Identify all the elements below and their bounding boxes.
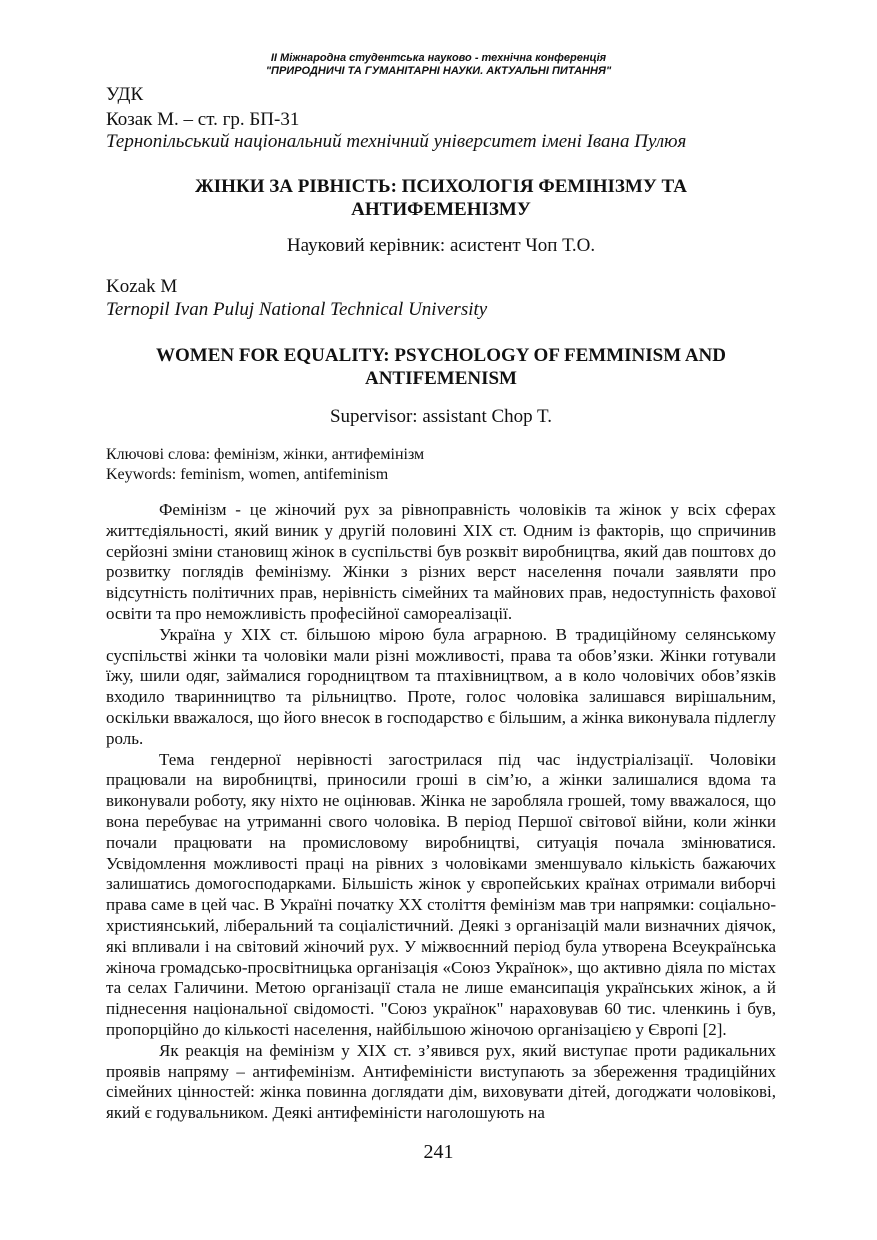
supervisor-ua: Науковий керівник: асистент Чоп Т.О. — [286, 235, 596, 256]
body-paragraph-2: Україна у XIX ст. більшою мірою була аграрною. В традиційному селянському суспільстві жінки та чоловіки мали різні можливості, права та обов’язки. Жінки готували їжу, шили одяг, займалися городництвом та птахівництвом, а в коло чоловічих обов’язків входило тваринництво та рільництво. Проте, голос чоловіка залишався вирішальним, оскільки вважалося, що його внесок в господарство є більшим, а жінка виконувала підлеглу роль. — [106, 624, 776, 748]
paper-title-ua-line-1: ЖІНКИ ЗА РІВНІСТЬ: ПСИХОЛОГІЯ ФЕМІНІЗМУ ТА — [195, 176, 687, 197]
body-paragraph-3: Тема гендерної нерівності загострилася під час індустріалізації. Чоловіки працювали на виробництві, приносили гроші в сім’ю, а жінки залишалися вдома та виконували роботу, яку ніхто не оцінював. Жінка не заробляла грошей, тому вважалося, що вона перебуває на утриманні свого чоловіка. В період Першої світової війни, коли жінки почали працювати на промисловому виробництві, ситуація почала змінюватися. Усвідомлення можливості праці на рівних з чоловіками зменшувало кількість бажаючих залишатись домогосподарками. Більшість жінок у європейських країнах отримали виборчі права саме в цей час. В Україні початку ХХ століття фемінізм мав три напрямки: соціально-християнський, ліберальний та соціалістичний. Деякі з організацій мали визначних діячок, які впливали і на світовий жіночий рух. У міжвоєнний період була утворена Всеукраїнська жіноча громадсько-просвітницька організація «Союз Українок», що активно діяла по містах та селах Галичини. Метою організації стала не лише емансипація українських жінок, а й піднесення національної свідомості. "Союз українок" нараховував 60 тис. членкинь і був, пропорційно до кількості населення, найбільшою жіночою організацією у Європі [2]. — [106, 749, 776, 1039]
paper-title-ua — [106, 175, 776, 221]
paper-title-en-line-1: WOMEN FOR EQUALITY: PSYCHOLOGY OF FEMMINISM AND — [155, 345, 727, 366]
body-text — [106, 500, 776, 1124]
author-en: Kozak M — [106, 276, 178, 297]
keywords-en: Keywords: feminism, women, antifeminism — [106, 466, 389, 483]
institution-en: Ternopil Ivan Puluj National Technical University — [106, 299, 488, 320]
conference-header-line-1: II Міжнародна студентська науково - технічна конференція — [270, 52, 607, 64]
supervisor-en: Supervisor: assistant Chop T. — [329, 406, 553, 427]
institution-ua: Тернопільський національний технічний університет імені Івана Пулюя — [106, 131, 687, 152]
keywords-ua: Ключові слова: фемінізм, жінки, антифемінізм — [106, 446, 425, 463]
page-number: 241 — [423, 1141, 454, 1163]
conference-header-line-2: "ПРИРОДНИЧІ ТА ГУМАНІТАРНІ НАУКИ. АКТУАЛЬНІ ПИТАННЯ" — [265, 65, 612, 77]
paper-title-ua-line-2: АНТИФЕМЕНІЗМУ — [351, 199, 531, 220]
body-paragraph-1: Фемінізм - це жіночий рух за рівноправність чоловіків та жінок у всіх сферах життєдіяльності, який виник у другій половині XIX ст. Одним із факторів, що спричинив серйозні зміни становищ жінок в суспільстві був розквіт виробництва, який дав поштовх до розвитку поглядів фемінізму. Жінки з різних верст населення почали заявляти про відсутність політичних прав, нерівність сімейних та майнових прав, недоступність фахової освіти та про неможливість професійної самореалізації. — [106, 500, 776, 623]
paper-title-en-line-2: ANTIFEMENISM — [364, 368, 517, 389]
body-paragraph-4: Як реакція на фемінізм у XIX ст. з’явився рух, який виступає проти радикальних проявів напряму – антифемінізм. Антифеміністи виступають за збереження традиційних сімейних цінностей: жінка повинна доглядати дім, виховувати дітей, догоджати чоловікові, який є годувальником. Деякі антифеміністи наголошують на — [106, 1040, 776, 1123]
paper-title-en — [106, 344, 776, 390]
udk-label: УДК — [106, 84, 144, 105]
author-ua: Козак М. – ст. гр. БП-31 — [106, 109, 300, 130]
conference-header — [106, 52, 771, 78]
